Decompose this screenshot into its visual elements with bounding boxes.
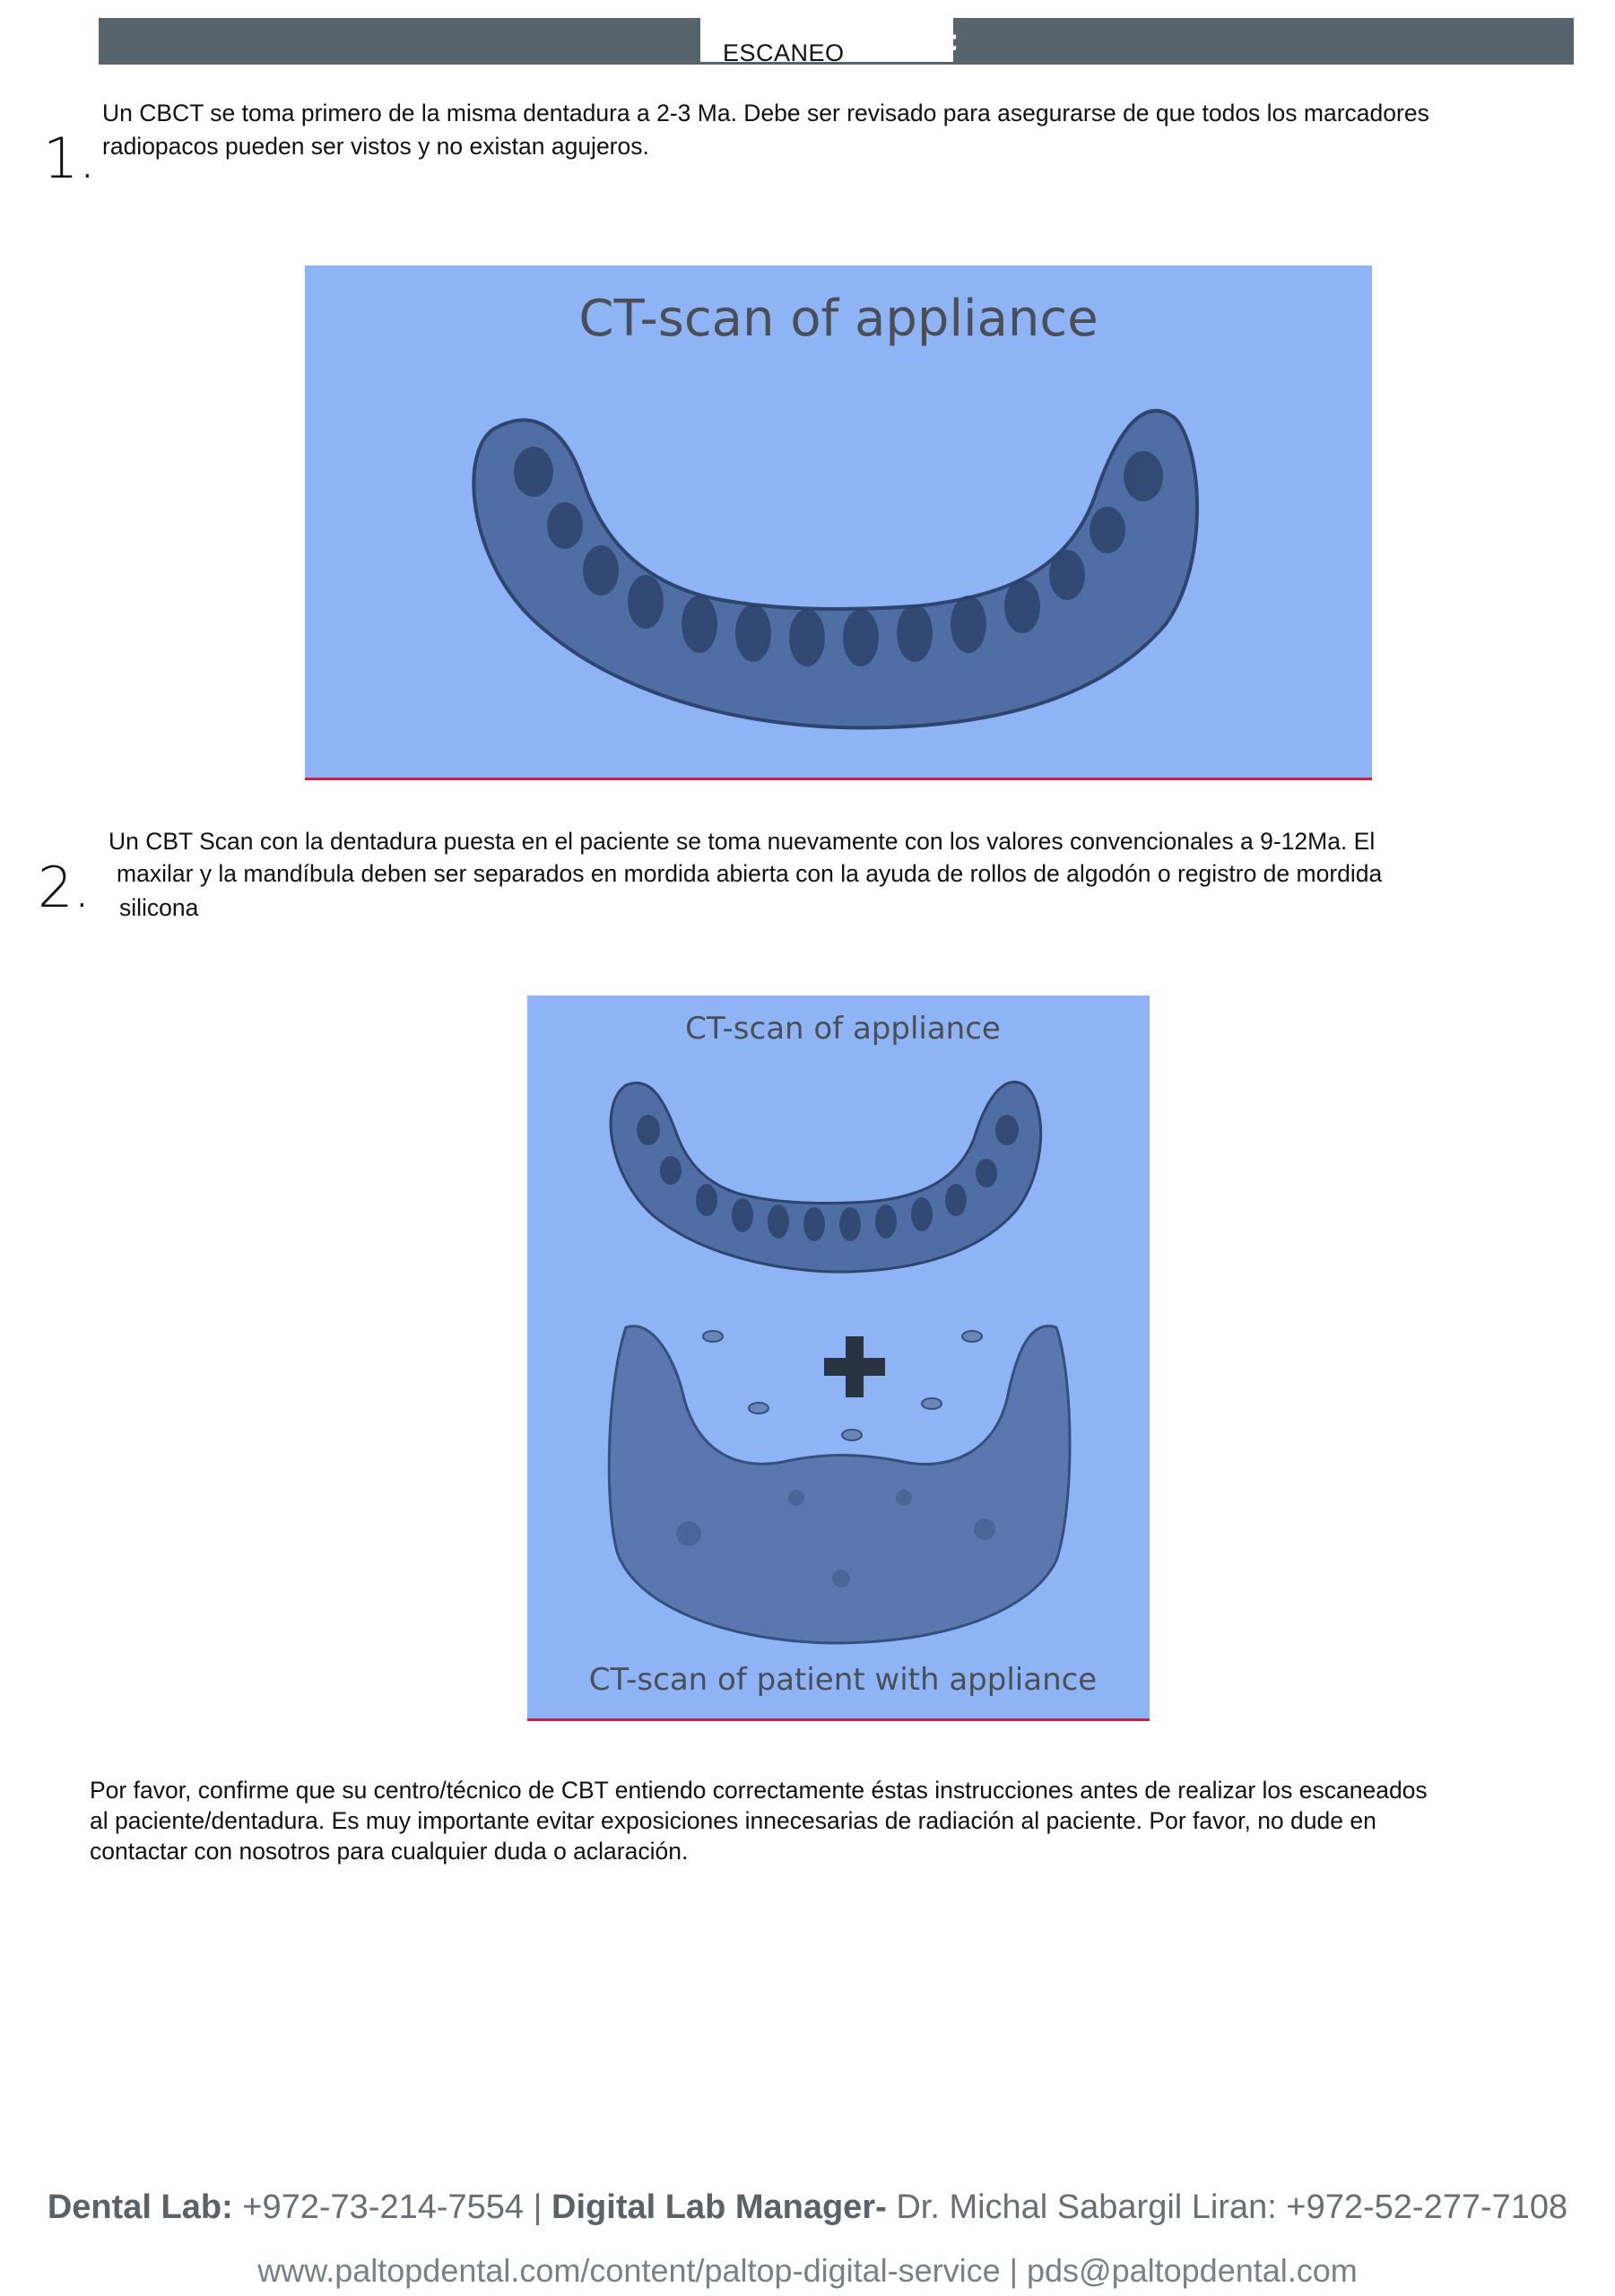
figure-1-caption: CT-scan of appliance	[578, 290, 1098, 348]
step-2-number: 2.	[38, 855, 91, 920]
page-title: ESCANEO	[723, 39, 845, 66]
patient-scan-image	[527, 996, 1150, 1718]
header-colon: :	[949, 23, 959, 57]
footer-manager-label: Digital Lab Manager-	[551, 2188, 887, 2226]
step-2-text-line-2: maxilar y la mandíbula deben ser separados en mordida abierta con la ayuda de rollos de algodón o registro de mordida	[117, 860, 1383, 887]
figure-ct-scan-patient	[527, 996, 1150, 1721]
figure-ct-scan-appliance	[305, 265, 1372, 780]
footer-web-email-line: www.paltopdental.com/content/paltop-digital-service | pds@paltopdental.com	[257, 2252, 1358, 2289]
figure-2-caption-bottom: CT-scan of patient with appliance	[588, 1662, 1098, 1698]
footer-contact-line	[0, 2188, 1615, 2227]
footer-lab-label: Dental Lab:	[47, 2188, 233, 2226]
step-2-text-line-1: Un CBT Scan con la dentadura puesta en el paciente se toma nuevamente con los valores convencionales a 9-12Ma. El	[109, 828, 1376, 855]
figure-2-caption-top: CT-scan of appliance	[685, 1011, 1001, 1047]
appliance-shape	[473, 411, 1197, 728]
closing-line-3: contactar con nosotros para cualquier duda o aclaración.	[90, 1838, 689, 1865]
footer-lab-phone: +972-73-214-7554 |	[232, 2188, 552, 2226]
step-1-text-line-1: Un CBCT se toma primero de la misma dentadura a 2-3 Ma. Debe ser revisado para asegurarse de que todos los marcadores	[102, 100, 1429, 126]
radiopaque-markers	[703, 1331, 982, 1440]
step-1-text-line-2: radiopacos pueden ser vistos y no existan agujeros.	[102, 133, 649, 160]
closing-line-2: al paciente/dentadura. Es muy importante evitar exposiciones innecesarias de radiación al paciente. Por favor, no dude en	[90, 1807, 1376, 1834]
footer-manager-text: Dr. Michal Sabargil Liran: +972-52-277-7108	[886, 2188, 1568, 2226]
step-1-number: 1.	[43, 126, 97, 191]
appliance-scan-image	[305, 265, 1372, 778]
step-2-text-line-3: silicona	[119, 894, 199, 921]
closing-line-1: Por favor, confirme que su centro/técnico de CBT entiendo correctamente éstas instrucciones antes de realizar los escaneados	[90, 1777, 1428, 1804]
plus-icon	[824, 1336, 885, 1397]
